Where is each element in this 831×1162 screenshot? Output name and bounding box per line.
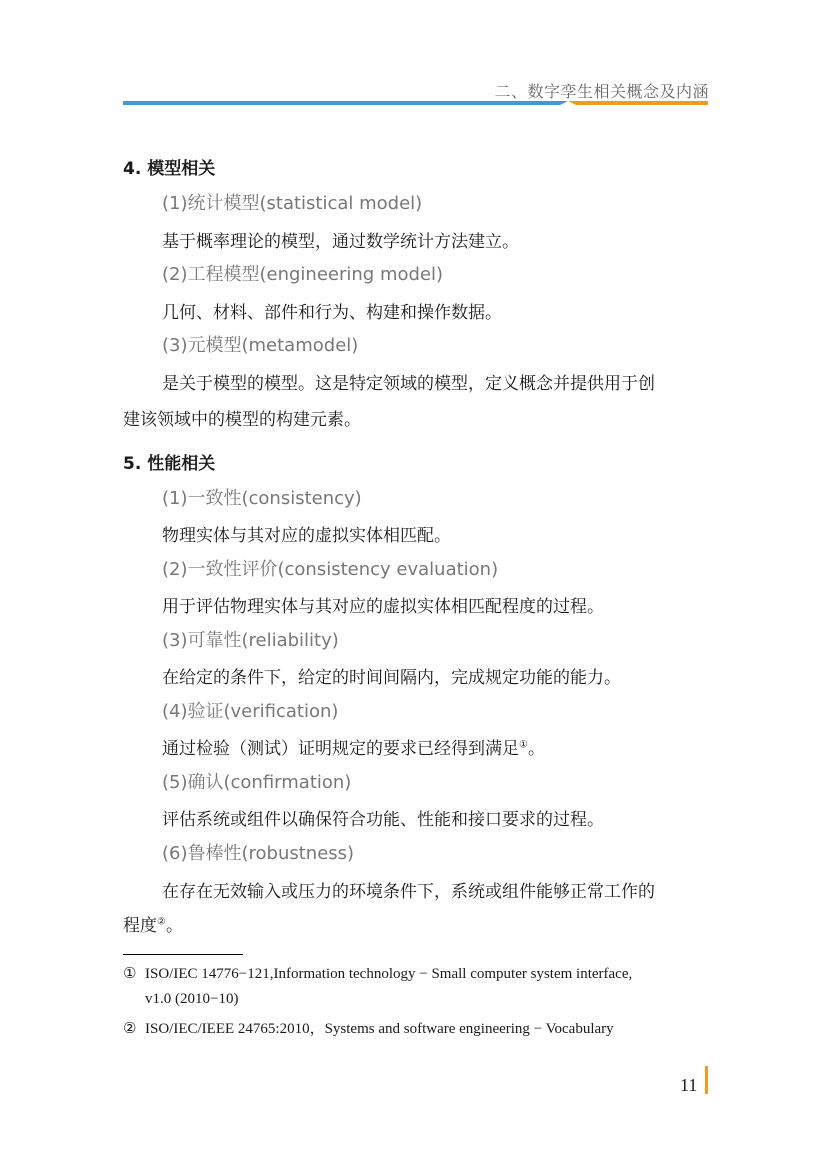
term-heading: (2)工程模型(engineering model) <box>162 264 444 285</box>
term-definition: 在存在无效输入或压力的环境条件下，系统或组件能够正常工作的 <box>162 882 655 902</box>
term-definition: 评估系统或组件以确保符合功能、性能和接口要求的过程。 <box>162 810 604 830</box>
section-title: 4. 模型相关 <box>123 159 216 179</box>
header-rule-orange <box>568 101 708 105</box>
term-definition-continued: 建该领域中的模型的构建元素。 <box>123 410 361 430</box>
term-heading: (6)鲁棒性(robustness) <box>162 843 355 864</box>
footnote-continued: v1.0 (2010−10) <box>145 991 239 1007</box>
definition-text: 通过检验（测试）证明规定的要求已经得到满足 <box>162 739 519 759</box>
footnote-mark: ② <box>123 1021 137 1037</box>
term-definition: 是关于模型的模型。这是特定领域的模型，定义概念并提供用于创 <box>162 374 655 394</box>
term-definition: 几何、材料、部件和行为、构建和操作数据。 <box>162 303 502 323</box>
footnote <box>123 1017 614 1038</box>
footnote <box>123 964 632 983</box>
term-heading: (1)统计模型(statistical model) <box>162 193 423 214</box>
footnote-separator <box>123 954 243 955</box>
term-heading: (1)一致性(consistency) <box>162 488 362 509</box>
footnote-mark: ① <box>123 966 137 982</box>
term-heading: (3)可靠性(reliability) <box>162 630 339 651</box>
definition-text: 程度 <box>123 916 157 936</box>
definition-end: 。 <box>165 916 183 936</box>
term-heading: (2)一致性评价(consistency evaluation) <box>162 559 499 580</box>
term-definition: 用于评估物理实体与其对应的虚拟实体相匹配程度的过程。 <box>162 597 604 617</box>
term-definition-continued <box>123 911 183 936</box>
header-rule-notch <box>560 101 576 105</box>
page-number-bar <box>705 1066 708 1094</box>
term-definition: 基于概率理论的模型，通过数学统计方法建立。 <box>162 232 519 252</box>
footnote-text: ISO/IEC/IEEE 24765:2010，Systems and software engineering − Vocabulary <box>145 1021 614 1037</box>
footnote-text: ISO/IEC 14776−121,Information technology − Small computer system interface, <box>145 966 633 982</box>
header-title: 二、数字孪生相关概念及内涵 <box>494 82 709 101</box>
term-heading: (5)确认(confirmation) <box>162 772 352 793</box>
term-definition: 在给定的条件下，给定的时间间隔内，完成规定功能的能力。 <box>162 668 621 688</box>
definition-end: 。 <box>527 739 545 759</box>
term-definition: 物理实体与其对应的虚拟实体相匹配。 <box>162 526 451 546</box>
header-rule-blue <box>123 101 568 105</box>
footnote-ref[interactable]: ① <box>519 739 528 751</box>
section-title: 5. 性能相关 <box>123 454 216 474</box>
term-definition <box>162 734 545 759</box>
term-heading: (4)验证(verification) <box>162 701 339 722</box>
term-heading: (3)元模型(metamodel) <box>162 335 359 356</box>
footnote-ref[interactable]: ② <box>157 916 166 928</box>
page-number: 11 <box>680 1075 698 1095</box>
